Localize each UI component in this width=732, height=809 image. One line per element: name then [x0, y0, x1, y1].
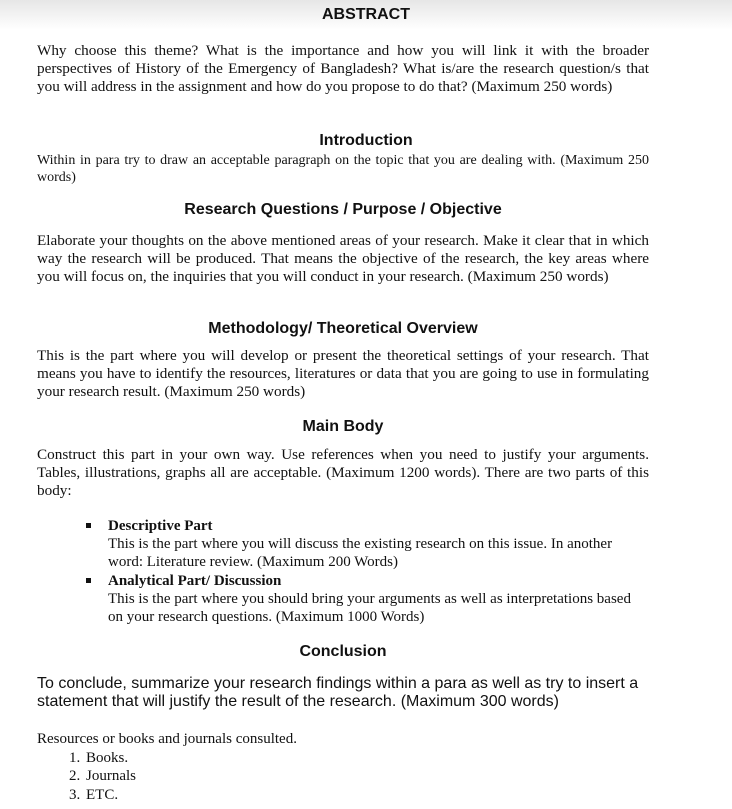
bullet-descriptive-part	[86, 517, 646, 571]
conclusion-heading: Conclusion	[299, 643, 387, 660]
introduction-body: Within in para try to draw an acceptable paragraph on the topic that you are dealing with. (Maximum 250 words)	[37, 153, 649, 185]
main-body-heading: Main Body	[302, 418, 384, 435]
methodology-body: This is the part where you will develop or present the theoretical settings of your research. That means you have to identify the resources, literatures or data that you are going to use in formulating your research result. (Maximum 250 words)	[37, 347, 649, 401]
abstract-heading: ABSTRACT	[322, 6, 410, 23]
bullet-text: This is the part where you will discuss the existing research on this issue. In another word: Literature review. (Maximum 200 Words)	[108, 536, 613, 570]
bullet-analytical-part	[86, 572, 646, 626]
bullet-square-icon	[86, 523, 91, 528]
resources-item: 1. Books.	[84, 749, 649, 768]
bullet-title: Analytical Part/ Discussion	[108, 573, 282, 589]
research-questions-heading: Research Questions / Purpose / Objective	[184, 201, 502, 218]
bullet-text: This is the part where you should bring your arguments as well as interpretations based on your research questions. (Maximum 1000 Words)	[108, 591, 631, 625]
resources-item: 3. ETC.	[84, 786, 649, 805]
bullet-square-icon	[86, 578, 91, 583]
conclusion-body: To conclude, summarize your research findings within a para as well as try to insert a statement that will justify the result of the research. (Maximum 300 words)	[37, 675, 639, 710]
bullet-title: Descriptive Part	[108, 518, 213, 534]
methodology-heading: Methodology/ Theoretical Overview	[208, 320, 478, 337]
resources-intro: Resources or books and journals consulted.	[37, 731, 297, 747]
main-body-text: Construct this part in your own way. Use references when you need to justify your arguments. Tables, illustrations, graphs all are acceptable. (Maximum 1200 words). There are two parts of this body:	[37, 446, 649, 500]
introduction-heading: Introduction	[319, 132, 413, 149]
resources-list	[37, 749, 649, 805]
abstract-body: Why choose this theme? What is the importance and how you will link it with the broader perspectives of History of the Emergency of Bangladesh? What is/are the research question/s that you will address in the assignment and how do you propose to do that? (Maximum 250 words)	[37, 42, 649, 96]
resources-item: 2. Journals	[84, 767, 649, 786]
research-questions-body: Elaborate your thoughts on the above mentioned areas of your research. Make it clear that in which way the research will be produced. That means the objective of the research, the key areas where you will focus on, the inquiries that you will conduct in your research. (Maximum 250 words)	[37, 232, 649, 286]
resources-section	[37, 730, 649, 804]
